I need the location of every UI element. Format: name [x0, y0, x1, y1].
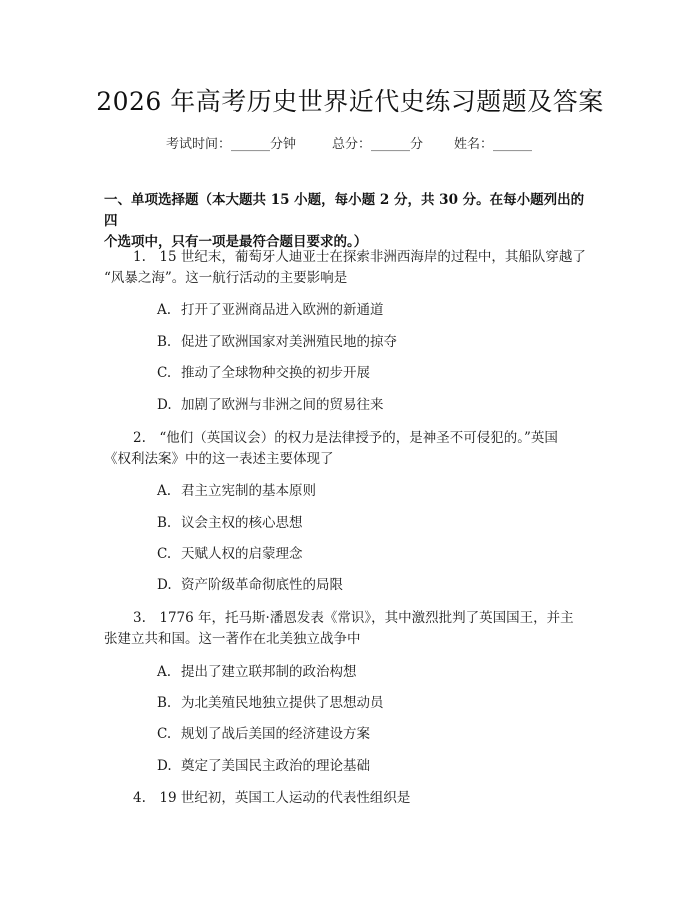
total-score-field: 总分：______分 — [332, 137, 424, 152]
question-3-option-d[interactable] — [157, 754, 370, 774]
option-text: 天赋人权的启蒙理念 — [181, 546, 303, 562]
question-2-line-1: 2. “他们（英国议会）的权力是法律授予的，是神圣不可侵犯的。”英国 — [133, 430, 558, 446]
option-text: 为北美殖民地独立提供了思想动员 — [181, 695, 384, 711]
option-letter: B. — [157, 695, 172, 711]
option-letter: D. — [157, 397, 172, 413]
option-letter: D. — [157, 758, 172, 774]
option-letter: C. — [157, 365, 172, 381]
option-text: 提出了建立联邦制的政治构想 — [181, 664, 357, 680]
section-heading — [104, 190, 594, 253]
option-letter: C. — [157, 726, 172, 742]
exam-time-field: 考试时间：______分钟 — [166, 137, 297, 152]
option-letter: B. — [157, 334, 172, 350]
question-2-option-d[interactable] — [157, 573, 343, 593]
question-3-line-1: 3. 1776 年，托马斯·潘恩发表《常识》，其中激烈批判了英国国王，并主 — [133, 610, 574, 626]
option-letter: A. — [157, 664, 172, 680]
option-text: 议会主权的核心思想 — [181, 515, 303, 531]
question-4-line-1: 4. 19 世纪初，英国工人运动的代表性组织是 — [133, 790, 411, 806]
question-3-line-2: 张建立共和国。这一著作在北美独立战争中 — [104, 631, 361, 647]
question-2-option-b[interactable] — [157, 511, 303, 531]
question-1-line-2: “风暴之海”。这一航行活动的主要影响是 — [104, 270, 348, 286]
option-text: 促进了欧洲国家对美洲殖民地的掠夺 — [181, 334, 397, 350]
question-1-line-1: 1. 15 世纪末，葡萄牙人迪亚士在探索非洲西海岸的过程中，其船队穿越了 — [133, 249, 586, 265]
question-3-option-c[interactable] — [157, 722, 370, 742]
section-heading-line-2: 个选项中，只有一项是最符合题目要求的。） — [104, 234, 368, 250]
student-name-field: 姓名：______ — [454, 137, 533, 152]
question-1-option-d[interactable] — [157, 393, 384, 413]
question-2-line-2: 《权利法案》中的这一表述主要体现了 — [104, 451, 334, 467]
option-letter: A. — [157, 483, 172, 499]
section-heading-line-1: 一、单项选择题（本大题共 15 小题，每小题 2 分，共 30 分。在每小题列出的四 — [104, 192, 585, 229]
question-1-option-b[interactable] — [157, 330, 397, 350]
question-2-option-a[interactable] — [157, 479, 316, 499]
option-text: 打开了亚洲商品进入欧洲的新通道 — [181, 302, 384, 318]
option-text: 推动了全球物种交换的初步开展 — [181, 365, 370, 381]
question-1-option-a[interactable] — [157, 298, 384, 318]
question-1-option-c[interactable] — [157, 361, 370, 381]
question-3-option-b[interactable] — [157, 691, 384, 711]
option-letter: D. — [157, 577, 172, 593]
option-letter: A. — [157, 302, 172, 318]
option-text: 君主立宪制的基本原则 — [181, 483, 316, 499]
question-2-option-c[interactable] — [157, 542, 303, 562]
option-text: 奠定了美国民主政治的理论基础 — [181, 758, 370, 774]
option-text: 规划了战后美国的经济建设方案 — [181, 726, 370, 742]
option-text: 资产阶级革命彻底性的局限 — [181, 577, 343, 593]
question-3-option-a[interactable] — [157, 660, 357, 680]
page-title: 2026 年高考历史世界近代史练习题题及答案 — [96, 87, 604, 116]
option-letter: C. — [157, 546, 172, 562]
option-text: 加剧了欧洲与非洲之间的贸易往来 — [181, 397, 384, 413]
option-letter: B. — [157, 515, 172, 531]
